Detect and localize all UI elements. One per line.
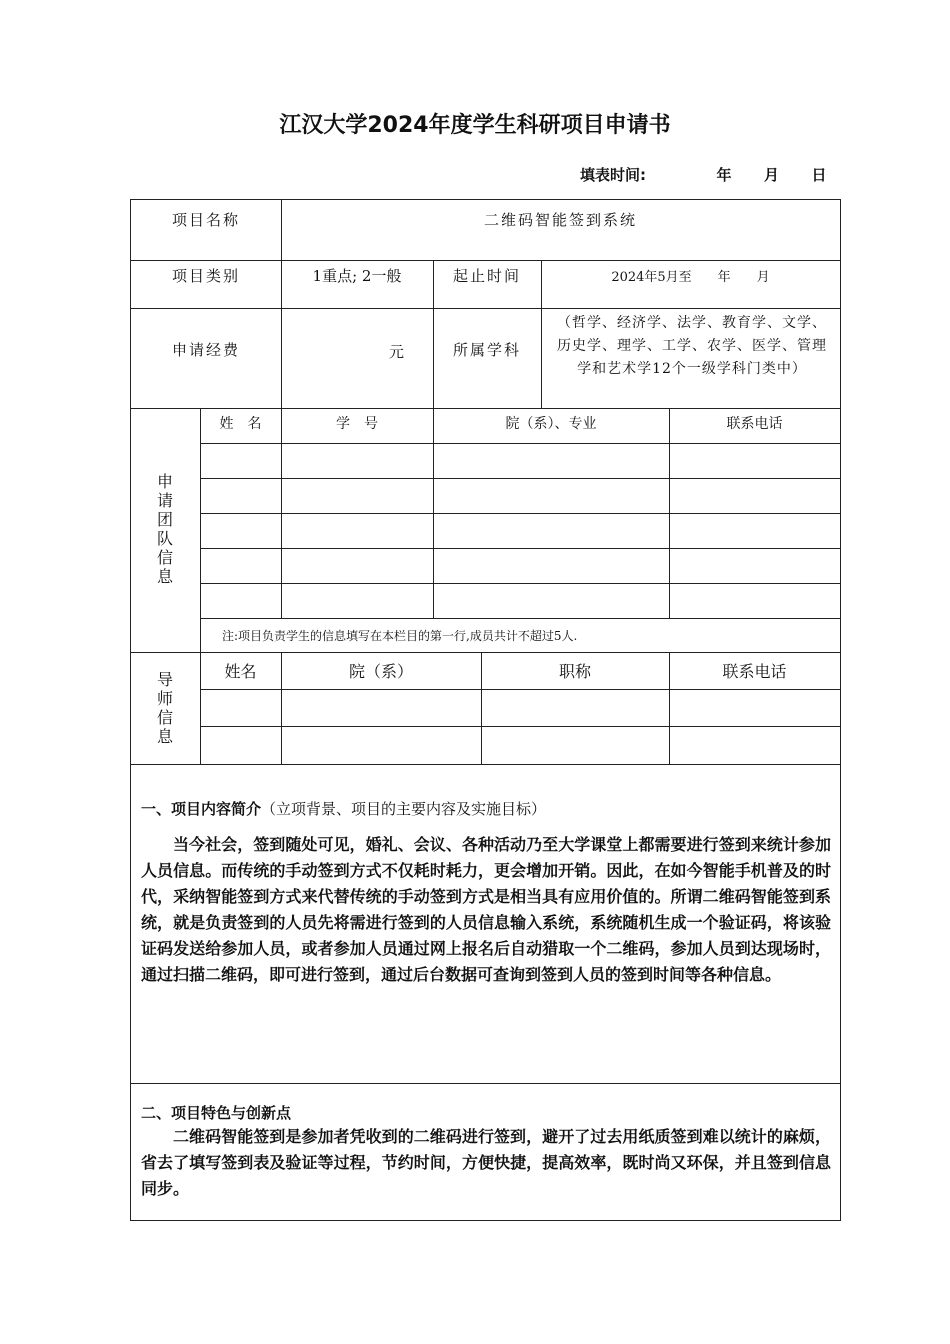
- team-header-dept: 院（系）、专业: [505, 416, 597, 432]
- project-period-value: 2024年5月至 年 月: [611, 270, 770, 285]
- document-title: 江汉大学2024年度学生科研项目申请书: [279, 113, 671, 138]
- team-header-phone: 联系电话: [726, 416, 783, 432]
- section1-subtitle: （立项背景、项目的主要内容及实施目标）: [261, 800, 547, 818]
- section2-title: 二、项目特色与创新点: [141, 1104, 292, 1122]
- project-type-label: 项目类别: [171, 267, 240, 285]
- advisor-header-phone: 联系电话: [722, 662, 787, 681]
- project-type-value: 1重点; 2一般: [312, 267, 402, 285]
- section2-body: [141, 1124, 831, 1202]
- team-note: 注:项目负责学生的信息填写在本栏目的第一行,成员共计不超过5人.: [222, 629, 578, 643]
- advisor-header-dept: 院（系）: [348, 662, 413, 681]
- project-period-label: 起止时间: [452, 267, 521, 285]
- team-header-name: 姓 名: [219, 416, 262, 432]
- section1-title: 一、项目内容简介: [141, 800, 262, 818]
- section1-paragraph: 当今社会，签到随处可见，婚礼、会议、各种活动乃至大学课堂上都需要进行签到来统计参加人员信息。而传统的手动签到方式不仅耗时耗力，更会增加开销。因此，在如今智能手机普及的时代，采纳智能签到方式来代替传统的手动签到方式是相当具有应用价值的。所谓二维码智能签到系统，就是负责签到的人员先将需进行签到的人员信息输入系统，系统随机生成一个验证码，将该验证码发送给参加人员，或者参加人员通过网上报名后自动猎取一个二维码，参加人员到达现场时，通过扫描二维码，即可进行签到，通过后台数据可查询到签到人员的签到时间等各种信息。: [141, 835, 831, 984]
- application-form: [130, 199, 841, 1221]
- advisor-header-name: 姓名: [224, 662, 257, 681]
- section2-paragraph: 二维码智能签到是参加者凭收到的二维码进行签到，避开了过去用纸质签到难以统计的麻烦，省去了填写签到表及验证等过程，节约时间，方便快捷，提高效率，既时尚又环保，并且签到信息同步。: [141, 1127, 831, 1198]
- funding-label: 申请经费: [171, 341, 240, 359]
- fill-date-year: 年: [716, 166, 732, 184]
- section1-heading: [141, 798, 831, 819]
- fill-date-day: 日: [811, 166, 827, 184]
- funding-value: 元: [389, 343, 405, 361]
- section1-body: [141, 832, 831, 988]
- discipline-value: （哲学、经济学、法学、教育学、文学、历史学、理学、工学、农学、医学、管理学和艺术学12个一级学科门类中）: [557, 315, 827, 377]
- team-header-id: 学 号: [336, 416, 378, 432]
- fill-date-label: 填表时间:: [580, 166, 646, 184]
- project-name-label: 项目名称: [171, 211, 240, 229]
- team-section-label: 申请团队信息: [156, 472, 173, 586]
- project-name-value: 二维码智能签到系统: [483, 211, 637, 229]
- fill-date: [580, 164, 826, 185]
- discipline-label: 所属学科: [452, 341, 521, 359]
- advisor-header-title: 职称: [558, 662, 591, 681]
- advisor-section-label: 导师信息: [156, 670, 173, 746]
- fill-date-month: 月: [763, 166, 779, 184]
